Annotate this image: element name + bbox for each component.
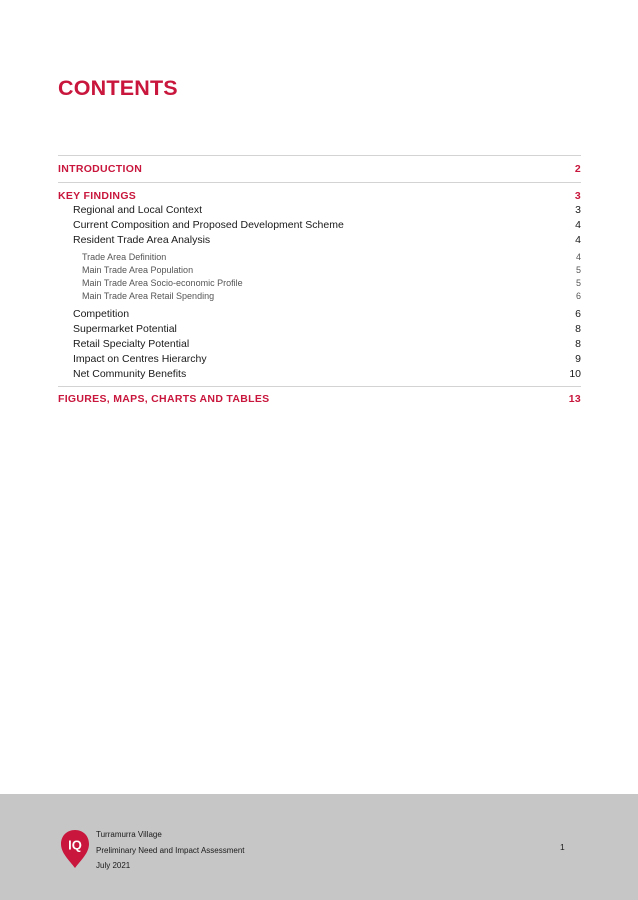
toc-subentry[interactable]	[58, 352, 581, 367]
toc-subsubentry[interactable]	[58, 290, 581, 303]
toc-entry-label: Retail Specialty Potential	[73, 338, 190, 350]
toc-entry-label: Impact on Centres Hierarchy	[73, 353, 207, 365]
toc-entry-page: 13	[568, 393, 581, 405]
toc-entry-label: INTRODUCTION	[58, 163, 143, 175]
footer-date: July 2021	[96, 861, 131, 870]
toc-subentry[interactable]	[58, 203, 581, 218]
toc-entry-page: 6	[575, 291, 581, 301]
toc-entry-page: 5	[575, 265, 581, 275]
toc-subsubentry[interactable]	[58, 264, 581, 277]
toc-entry-page: 4	[575, 219, 581, 231]
toc-entry-label: Current Composition and Proposed Development Scheme	[73, 219, 344, 231]
toc-entry-label: Main Trade Area Retail Spending	[82, 291, 215, 301]
footer-project-name: Turramurra Village	[96, 830, 162, 839]
toc-entry-label: Net Community Benefits	[73, 368, 187, 380]
toc-entry-page: 8	[575, 323, 581, 335]
toc-entry-page: 5	[575, 278, 581, 288]
toc-entry-label: Main Trade Area Population	[82, 265, 194, 275]
toc-entry-page: 9	[575, 353, 581, 365]
toc-entry-label: Regional and Local Context	[73, 204, 203, 216]
footer-report-title: Preliminary Need and Impact Assessment	[96, 845, 245, 855]
footer-details	[96, 827, 245, 874]
toc-subentry[interactable]	[58, 218, 581, 233]
toc-subentry[interactable]	[58, 233, 581, 248]
page-number: 1	[560, 842, 565, 852]
page-title: CONTENTS	[58, 76, 178, 100]
logo-text: IQ	[68, 837, 82, 853]
toc-entry-label: Supermarket Potential	[73, 323, 177, 335]
toc-entry-label: FIGURES, MAPS, CHARTS AND TABLES	[58, 393, 270, 405]
toc-subsubentry[interactable]	[58, 277, 581, 290]
toc-entry-page: 2	[574, 163, 581, 175]
toc-entry-label: Competition	[73, 308, 130, 320]
toc-subentry[interactable]	[58, 307, 581, 322]
toc-entry-page: 10	[569, 368, 581, 380]
toc-entry-label: KEY FINDINGS	[58, 190, 137, 202]
table-of-contents	[58, 155, 581, 406]
toc-subsubentry[interactable]	[58, 251, 581, 264]
toc-entry-label: Trade Area Definition	[82, 252, 167, 262]
divider	[58, 182, 581, 183]
toc-entry-page: 6	[575, 308, 581, 320]
toc-subentry[interactable]	[58, 367, 581, 382]
divider	[58, 386, 581, 387]
iq-logo	[60, 829, 90, 869]
toc-entry-introduction[interactable]	[58, 162, 581, 176]
toc-entry-page: 4	[575, 234, 581, 246]
toc-entry-page: 3	[575, 204, 581, 216]
toc-entry-label: Resident Trade Area Analysis	[73, 234, 211, 246]
toc-entry-page: 4	[575, 252, 581, 262]
toc-entry-figures[interactable]	[58, 392, 581, 406]
toc-subentry[interactable]	[58, 337, 581, 352]
divider	[58, 155, 581, 156]
toc-entry-page: 3	[574, 190, 581, 202]
toc-subentry[interactable]	[58, 322, 581, 337]
toc-entry-label: Main Trade Area Socio-economic Profile	[82, 278, 243, 288]
toc-entry-page: 8	[575, 338, 581, 350]
toc-entry-key-findings[interactable]	[58, 189, 581, 203]
